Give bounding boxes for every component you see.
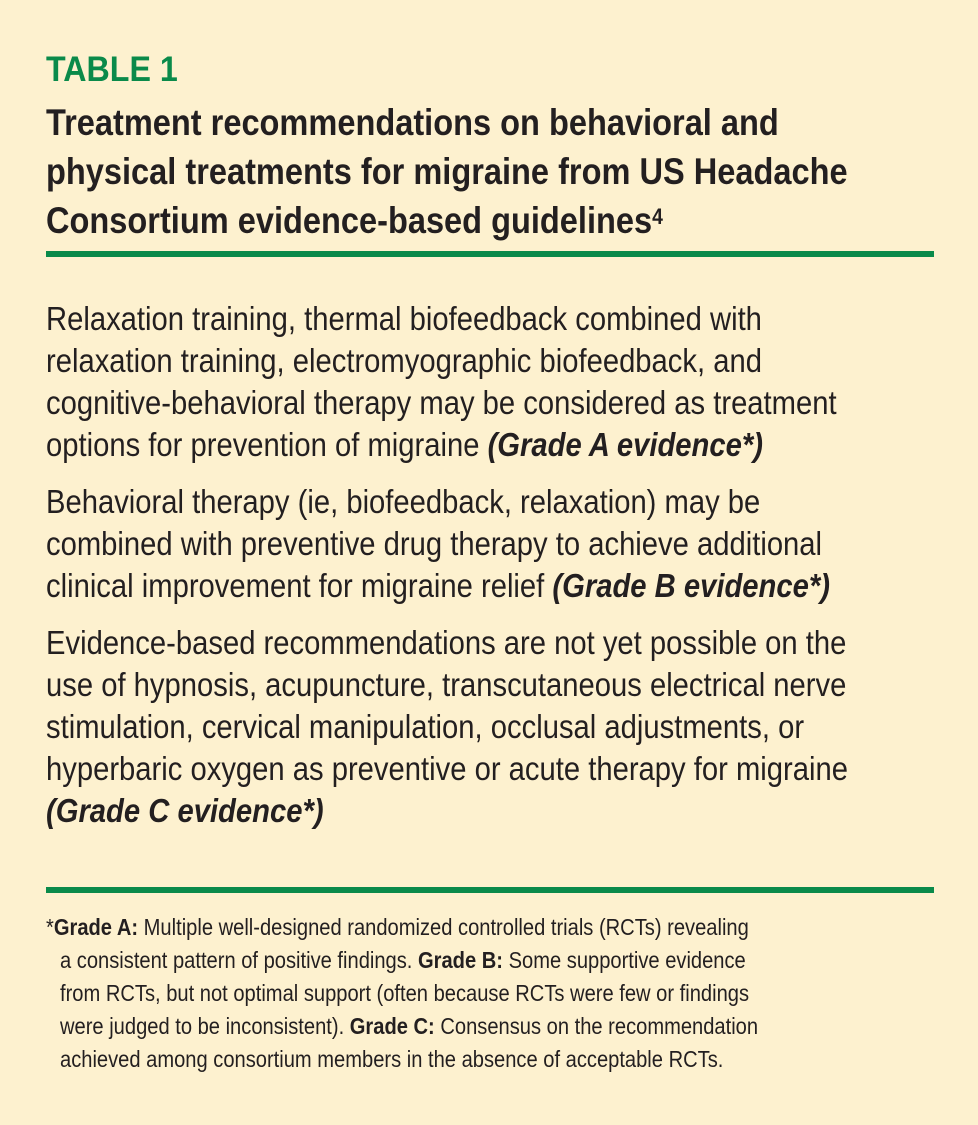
grade-c-label: Grade C:: [349, 1013, 435, 1039]
recommendations-list: [46, 298, 931, 847]
top-divider: [46, 251, 934, 257]
recommendation-item: [46, 622, 931, 832]
bottom-divider: [46, 887, 934, 893]
title-line: [46, 196, 873, 245]
rec-line: use of hypnosis, acupuncture, transcutaneous electrical nerve: [46, 666, 847, 703]
grade-label: (Grade A evidence*): [487, 426, 763, 463]
footnote-text: Consensus on the recommendation: [434, 1013, 759, 1039]
rec-line: Behavioral therapy (ie, biofeedback, relaxation) may be: [46, 483, 761, 520]
title-line-text: Consortium evidence-based guidelines: [46, 200, 653, 241]
rec-line: relaxation training, electromyographic biofeedback, and: [46, 342, 762, 379]
footnote-text: Some supportive evidence: [502, 947, 746, 973]
grade-a-label: Grade A:: [53, 914, 139, 940]
rec-text: clinical improvement for migraine relief: [46, 567, 553, 604]
recommendation-item: [46, 481, 931, 607]
rec-line: hyperbaric oxygen as preventive or acute therapy for migraine: [46, 750, 848, 787]
footnote: [46, 911, 930, 1076]
footnote-line: [46, 1010, 930, 1043]
footnote-line: from RCTs, but not optimal support (often because RCTs were few or findings: [60, 980, 750, 1006]
footnote-asterisk: *: [46, 914, 54, 940]
rec-line: combined with preventive drug therapy to achieve additional: [46, 525, 823, 562]
rec-line: Evidence-based recommendations are not yet possible on the: [46, 624, 847, 661]
title-line: physical treatments for migraine from US Headache: [46, 151, 848, 192]
rec-line: stimulation, cervical manipulation, occlusal adjustments, or: [46, 708, 805, 745]
footnote-text: a consistent pattern of positive findings.: [60, 947, 418, 973]
footnote-line: [46, 944, 930, 977]
grade-b-label: Grade B:: [417, 947, 503, 973]
recommendation-item: [46, 298, 931, 466]
table-label: TABLE 1: [46, 50, 178, 89]
rec-line: [46, 565, 931, 607]
rec-text: options for prevention of migraine: [46, 426, 488, 463]
grade-label: (Grade B evidence*): [552, 567, 830, 604]
footnote-text: Multiple well-designed randomized controlled trials (RCTs) revealing: [138, 914, 749, 940]
footnote-text: were judged to be inconsistent).: [60, 1013, 350, 1039]
footnote-line: achieved among consortium members in the absence of acceptable RCTs.: [60, 1046, 724, 1072]
footnote-line: [46, 911, 930, 944]
rec-line: Relaxation training, thermal biofeedback combined with: [46, 300, 762, 337]
rec-line: [46, 424, 931, 466]
table-title: [46, 98, 873, 245]
rec-line: cognitive-behavioral therapy may be considered as treatment: [46, 384, 837, 421]
title-reference: 4: [652, 204, 663, 229]
title-line: Treatment recommendations on behavioral and: [46, 102, 779, 143]
grade-label: (Grade C evidence*): [46, 792, 324, 829]
